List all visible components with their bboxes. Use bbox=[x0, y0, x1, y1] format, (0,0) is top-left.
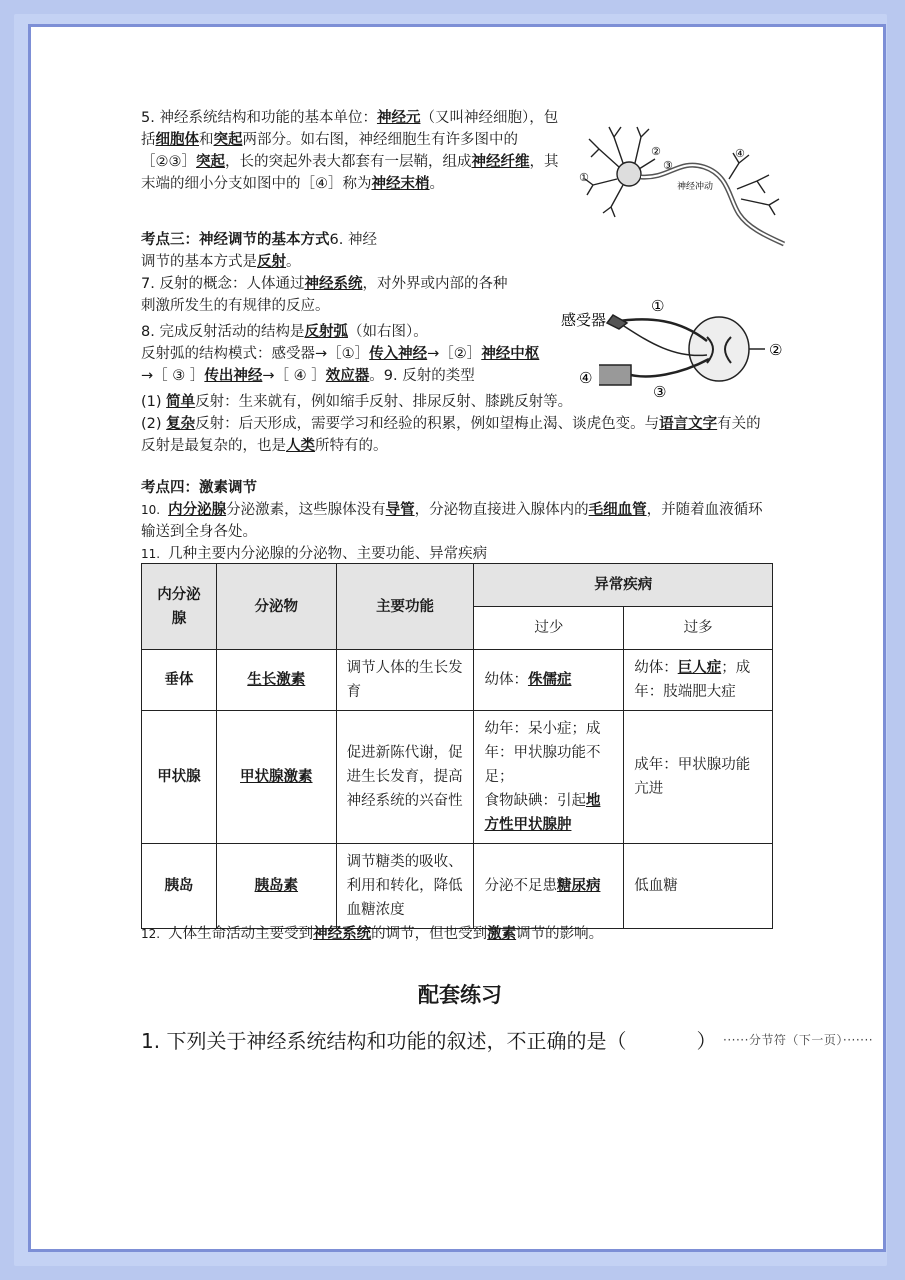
arc-marker-3: ③ bbox=[653, 383, 667, 401]
item-7: 7. 反射的概念：人体通过神经系统，对外界或内部的各种刺激所发生的有规律的反应。 bbox=[141, 276, 508, 314]
heading-kaodian-3: 考点三：神经调节的基本方式 bbox=[141, 232, 330, 248]
item-6: 考点三：神经调节的基本方式6. 神经调节的基本方式是反射。 bbox=[141, 232, 377, 270]
document-page bbox=[28, 24, 886, 1252]
practice-title: 配套练习 bbox=[418, 983, 502, 1007]
section-break-marker: ······分节符（下一页）······· bbox=[723, 1033, 874, 1047]
col-header-gland: 内分泌腺 bbox=[142, 564, 217, 650]
arc-marker-2: ② bbox=[769, 341, 783, 359]
col-header-disease: 异常疾病 bbox=[474, 564, 773, 607]
arc-marker-4: ④ bbox=[579, 369, 593, 387]
heading-kaodian-4: 考点四：激素调节 bbox=[141, 480, 257, 496]
item-5: 5. 神经系统结构和功能的基本单位：神经元（又叫神经细胞），包括细胞体和突起两部分。如右图，神经细胞生有许多图中的［②③］突起，长的突起外表大都套有一层鞘，组成神经纤维，其末端的细小分支如图中的［④］称为神经末梢。 bbox=[141, 110, 559, 192]
col-header-secretion: 分泌物 bbox=[216, 564, 336, 650]
item-8: 8. 完成反射活动的结构是反射弧（如右图）。 反射弧的结构模式：感受器→［①］传入神经→［②］神经中枢→［ ③ ］传出神经→［ ④ ］效应器。9. 反射的类型 bbox=[141, 324, 540, 384]
item-12: 12. 人体生命活动主要受到神经系统的调节，但也受到激素调节的影响。 bbox=[141, 926, 604, 942]
neuron-impulse-label: 神经冲动 bbox=[677, 182, 714, 192]
table-row: 胰岛 胰岛素 调节糖类的吸收、利用和转化，降低血糖浓度 分泌不足患糖尿病 低血糖 bbox=[142, 844, 773, 929]
question-1: 1. 下列关于神经系统结构和功能的叙述，不正确的是（ ） bbox=[141, 1029, 717, 1053]
col-header-high: 过多 bbox=[624, 607, 773, 650]
endocrine-gland-table bbox=[141, 563, 773, 929]
col-header-function: 主要功能 bbox=[336, 564, 474, 650]
neuron-marker-4: ④ bbox=[735, 147, 745, 160]
arc-marker-1: ① bbox=[651, 297, 665, 315]
neuron-diagram bbox=[579, 119, 789, 249]
neuron-marker-3: ③ bbox=[663, 159, 673, 172]
arc-receptor-label: 感受器 bbox=[561, 311, 607, 329]
table-row: 垂体 生长激素 调节人体的生长发育 幼体：侏儒症 幼体：巨人症；成年：肢端肥大症 bbox=[142, 650, 773, 711]
neuron-marker-2: ② bbox=[651, 145, 661, 158]
item-9-2: (2) 复杂反射：后天形成，需要学习和经验的积累，例如望梅止渴、谈虎色变。与语言文字有关的反射是最复杂的，也是人类所特有的。 bbox=[141, 416, 761, 454]
table-header-row bbox=[142, 564, 773, 607]
neuron-marker-1: ① bbox=[579, 171, 589, 184]
table-row: 甲状腺 甲状腺激素 促进新陈代谢，促进生长发育，提高神经系统的兴奋性 幼年：呆小症；成年：甲状腺功能不足； 食物缺碘：引起地方性甲状腺肿 成年：甲状腺功能亢进 bbox=[142, 711, 773, 844]
col-header-low: 过少 bbox=[474, 607, 624, 650]
reflex-arc-diagram bbox=[539, 289, 787, 401]
item-10: 10. 内分泌腺分泌激素，这些腺体没有导管，分泌物直接进入腺体内的毛细血管，并随着血液循环输送到全身各处。 bbox=[141, 502, 763, 540]
item-9-1: (1) 简单反射：生来就有，例如缩手反射、排尿反射、膝跳反射等。 bbox=[141, 394, 573, 410]
item-11: 11. 几种主要内分泌腺的分泌物、主要功能、异常疾病 bbox=[141, 546, 488, 562]
